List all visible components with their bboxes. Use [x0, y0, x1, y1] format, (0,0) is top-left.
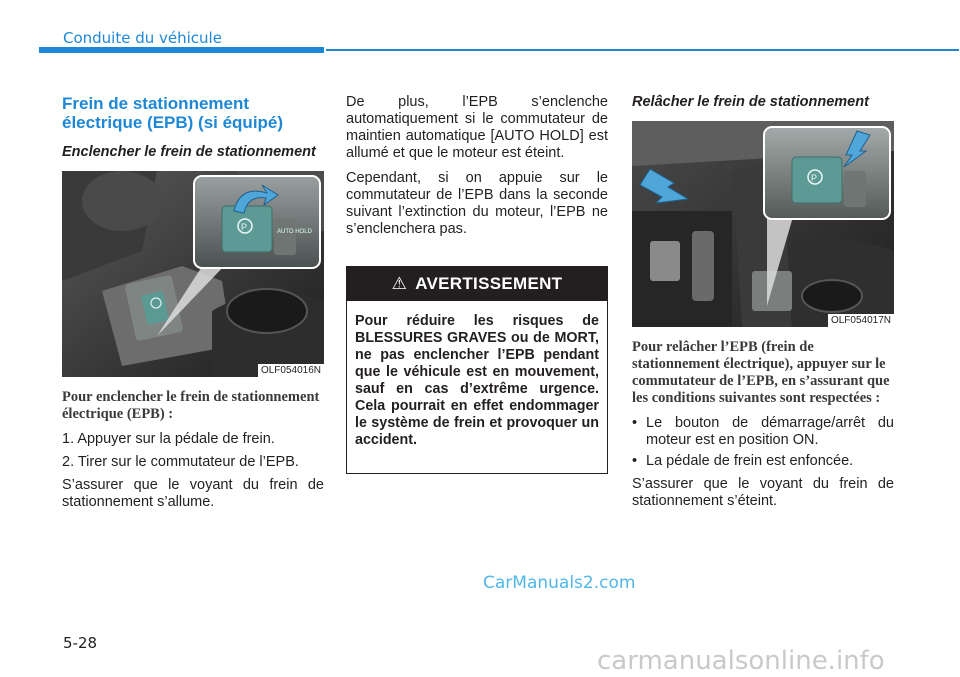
step-2: 2. Tirer sur le commutateur de l’EPB. — [62, 454, 299, 470]
note-release: S’assurer que le voyant du frein de stationnement s’éteint. — [632, 476, 894, 509]
bullet-icon: • — [632, 415, 638, 431]
page-number: 5-28 — [63, 634, 98, 652]
column-left — [62, 94, 324, 511]
header-rule-thin — [326, 49, 959, 51]
list-item: • La pédale de frein est enfoncée. — [632, 453, 854, 469]
photo-engage-epb — [62, 171, 324, 377]
column-middle — [346, 94, 608, 238]
warning-box — [346, 266, 608, 474]
subtitle-engage: Enclencher le frein de stationnement — [62, 144, 316, 160]
warning-header — [347, 267, 607, 301]
image-code-release: OLF054017N — [828, 314, 894, 327]
paragraph-auto-hold: De plus, l’EPB s’enclenche automatiquement si le commutateur de maintien automatique [AUTO HOLD] est allumé et que le moteur est éteint. — [346, 94, 608, 161]
footer-site-mark: carmanualsonline.info — [597, 646, 885, 676]
column-right — [632, 94, 894, 510]
bullet-icon: • — [632, 453, 638, 469]
list-item: • Le bouton de démarrage/arrêt du moteur est en position ON. — [632, 415, 894, 448]
instruction-heading-release: Pour relâcher l’EPB (frein de stationnement électrique), appuyer sur le commutateur de l’EPB, en s’assurant que les conditions suivantes sont respectées : — [632, 339, 890, 406]
subtitle-release: Relâcher le frein de stationnement — [632, 94, 869, 110]
paragraph-exception: Cependant, si on appuie sur le commutateur de l’EPB dans la seconde suivant l’extinction du moteur, l’EPB ne s’enclenchera pas. — [346, 170, 608, 237]
auto-hold-label: AUTO HOLD — [277, 229, 312, 235]
warning-icon: ⚠ — [391, 274, 408, 293]
warning-title: AVERTISSEMENT — [415, 274, 563, 293]
pedal-console-illustration — [632, 121, 894, 327]
step-1: 1. Appuyer sur la pédale de frein. — [62, 431, 275, 447]
conditions-list — [632, 415, 894, 470]
section-title: Conduite du véhicule — [63, 29, 222, 47]
svg-text:P: P — [241, 222, 248, 232]
note-engage: S’assurer que le voyant du frein de stationnement s’allume. — [62, 477, 324, 510]
watermark-link[interactable]: CarManuals2.com — [483, 573, 636, 593]
photo-release-epb — [632, 121, 894, 327]
image-code: OLF054016N — [258, 364, 324, 377]
warning-text: Pour réduire les risques de BLESSURES GRAVES ou de MORT, ne pas enclencher l’EPB pendant que le véhicule est en mouvement, sauf en cas d’extrême urgence. Cela pourrait en effet endommager le système de frein et provoquer un accident. — [355, 313, 599, 448]
console-illustration — [62, 171, 324, 377]
instruction-heading-engage: Pour enclencher le frein de stationnement électrique (EPB) : — [62, 389, 320, 422]
header-rule-thick — [39, 47, 324, 53]
page-title: Frein de stationnement électrique (EPB) (si équipé) — [62, 94, 284, 132]
svg-text:P: P — [811, 173, 818, 183]
